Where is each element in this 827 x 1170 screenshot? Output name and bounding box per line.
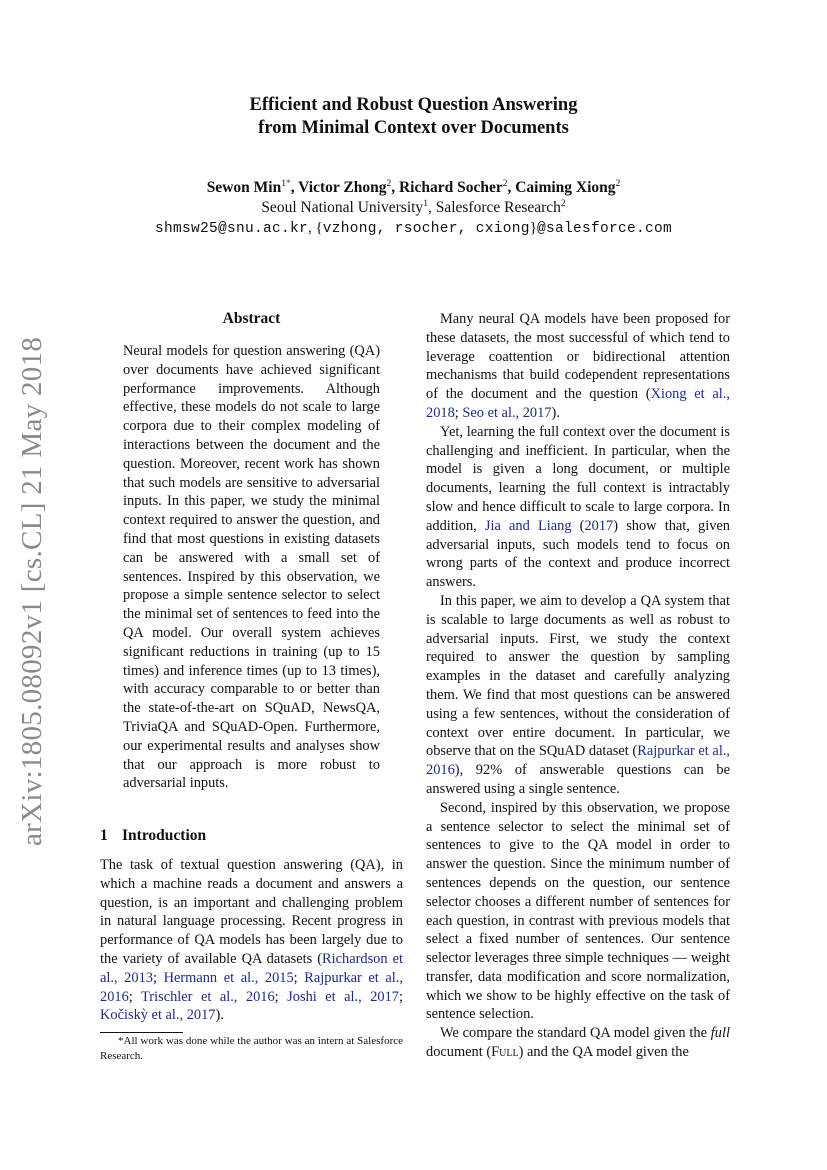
author-name: Richard Socher [398,179,503,196]
email-brace-open: { [315,220,323,236]
affiliations: Seoul National University$^1$, Salesforce Research$^2$ [261,199,566,216]
abstract-text: Neural models for question answering (QA) over documents have achieved significant performance improvements. Although effective, these models do not scale to large corpora due to their complex modeling of interactions between the document and the question. Moreover, recent work has shown that such models are sensitive to adversarial inputs. In this paper, we study the minimal context required to answer the question, and find that most questions in existing datasets can be answered with a small set of sentences. Inspired by this observation, we propose a simple sentence selector to select the minimal set of sentences to feed into the QA model. Our overall system achieves significant reductions in training (up to 15 times) and inference times (up to 13 times), with accuracy comparable to or better than the state-of-the-art on SQuAD, NewsQA, TriviaQA and SQuAD-Open. Furthermore, our experimental results and analyses show that our approach is more robust to adversarial inputs. [123,343,380,792]
citation-link[interactable]: Joshi et al., 2017 [287,988,399,1005]
author-affil-sup: 2 [615,179,621,189]
email-first: shmsw25@snu.ac.kr [154,221,309,237]
intro-paragraph-6 [426,1024,730,1062]
paragraph-text: ) [613,517,619,534]
paper-title [0,94,827,140]
citation-link[interactable]: Trischler et al., 2016 [141,988,275,1005]
email-brace-close: } [529,220,537,236]
section-title: Introduction [122,827,207,844]
paragraph-text: ( [571,517,585,534]
footnote-rule [100,1032,183,1033]
footnote-text: All work was done while the author was an intern at Salesforce Research. [100,1035,403,1062]
citation-year-link[interactable]: 2017 [584,517,614,534]
paragraph-text: document ( [426,1044,492,1061]
paragraph-text: ). [215,1007,224,1024]
intro-paragraph-1: The task of textual question answering (QA), in which a machine reads a document and answers a question, is an important and challenging problem in natural language processing. Recent progress in performance of QA models has been largely due to the variety of available QA datasets (Richardson et al., 2013; Hermann et al., 2015; Rajpurkar et al., 2016; Trischler et al., 2016; Joshi et al., 2017; Kočiskỳ et al., 2017). [100,857,403,1024]
citation-link[interactable]: Seo et al., 2017 [462,404,552,421]
author-affil-sup: 2 [502,179,508,189]
paragraph-text: Many neural QA models have been proposed for these datasets, the most successful of which tend to leverage coattention or bidirectional attention mechanisms that build codependent representations of the document and the question ( [426,311,730,403]
citation-link[interactable]: Jia and Liang [484,517,572,534]
paragraph-text: ) and the QA model given the [518,1044,689,1061]
abstract-heading: Abstract [222,310,281,327]
title-line-1: Efficient and Robust Question Answering [249,95,578,115]
footnote-mark: * [118,1035,124,1047]
citation-link[interactable]: Hermann et al., 2015 [163,969,294,986]
affiliation-sup: 1 [423,199,428,209]
author-name: Victor Zhong [298,179,387,196]
author-affil-sup: 1 [281,179,286,189]
citation-link[interactable]: Xiong et al., 2018 [426,386,730,421]
intro-paragraph-5 [426,799,730,1025]
affiliation-name: Seoul National University [261,199,424,216]
paragraph-text: ). [551,404,560,421]
paragraph-text: Yet, learning the full context over the document is challenging and inefficient. In particular, when the model is given a long document, or multiple documents, learning the full context is intractably slow and hence difficult to scale to large corpora. In addition, [426,423,730,534]
emphasis-text: full [710,1025,730,1042]
email-domain: @salesforce.com [536,221,672,237]
author-list: Sewon Min$^{1*}$, Victor Zhong$^2$, Richard Socher$^2$, Caiming Xiong$^2$ [206,179,621,196]
paragraph-text: ), 92% of answerable questions can be answered using a single sentence. [426,762,730,797]
intro-paragraph-4 [426,592,730,799]
citation-link[interactable]: Rajpurkar et al., 2016 [426,743,731,779]
section-heading-introduction [100,826,403,846]
author-emails: shmsw25@snu.ac.kr, {vzhong, rsocher, cxiong}@salesforce.com [154,220,672,237]
paragraph-text: The task of textual question answering (QA), in which a machine reads a document and answers a question, is an important and challenging problem in natural language processing. Recent progress in performance of QA models has been largely due to the variety of available QA datasets ( [100,857,403,967]
author-affil-sup: 2 [386,179,392,189]
title-line-2: from Minimal Context over Documents [258,118,569,138]
affiliation-name: Salesforce Research [435,199,561,216]
citation-link[interactable]: Kočiskỳ et al., 2017 [100,1007,216,1024]
paragraph-text: We compare the standard QA model given the [440,1025,711,1042]
paragraph-text: show that, given adversarial inputs, such models tend to focus on wrong parts of the context and produce incorrect answers. [426,517,731,591]
intro-paragraph-2: Many neural QA models have been proposed for these datasets, the most successful of which tend to leverage coattention or bidirectional attention mechanisms that build codependent representations of the document and the question (Xiong et al., 2018; Seo et al., 2017). [426,311,730,421]
citation-link[interactable]: Rajpurkar et al., 2016 [100,969,403,1005]
right-column [426,310,730,1062]
author-name: Sewon Min [206,179,282,196]
section-number: 1 [100,827,108,844]
paragraph-text: Second, inspired by this observation, we propose a sentence selector to select the minimal set of sentences to give to the QA model in order to answer the question. Since the minimum number of sentences depends on the question, our sentence selector chooses a different number of sentences for each question, in contrast with previous models that select a fixed number of sentences. Our sentence selector leverages three simple techniques — weight transfer, data modification and score normalization, which we show to be highly effective on the task of sentence selection. [426,799,730,1023]
citation-link[interactable]: Richardson et al., 2013 [100,950,403,986]
intro-paragraph-3 [426,423,730,592]
email-group: vzhong, rsocher, cxiong [322,221,530,237]
footnote [100,1034,403,1063]
arxiv-stamp: arXiv:1805.08092v1 [cs.CL] 21 May 2018 [16,336,48,846]
author-name: Caiming Xiong [515,179,616,196]
footnote-mark-link[interactable]: * [285,179,291,189]
paragraph-text: In this paper, we aim to develop a QA system that is scalable to large documents as well as robust to adversarial inputs. First, we study the context required to answer the question by sampling examples in the dataset and carefully analyzing them. We find that most questions can be answered using a few sentences, without the consideration of context over entire document. In particular, we observe that on the SQuAD dataset ( [426,592,730,760]
model-name-full: Full [491,1044,519,1061]
affiliation-sup: 2 [560,199,566,209]
